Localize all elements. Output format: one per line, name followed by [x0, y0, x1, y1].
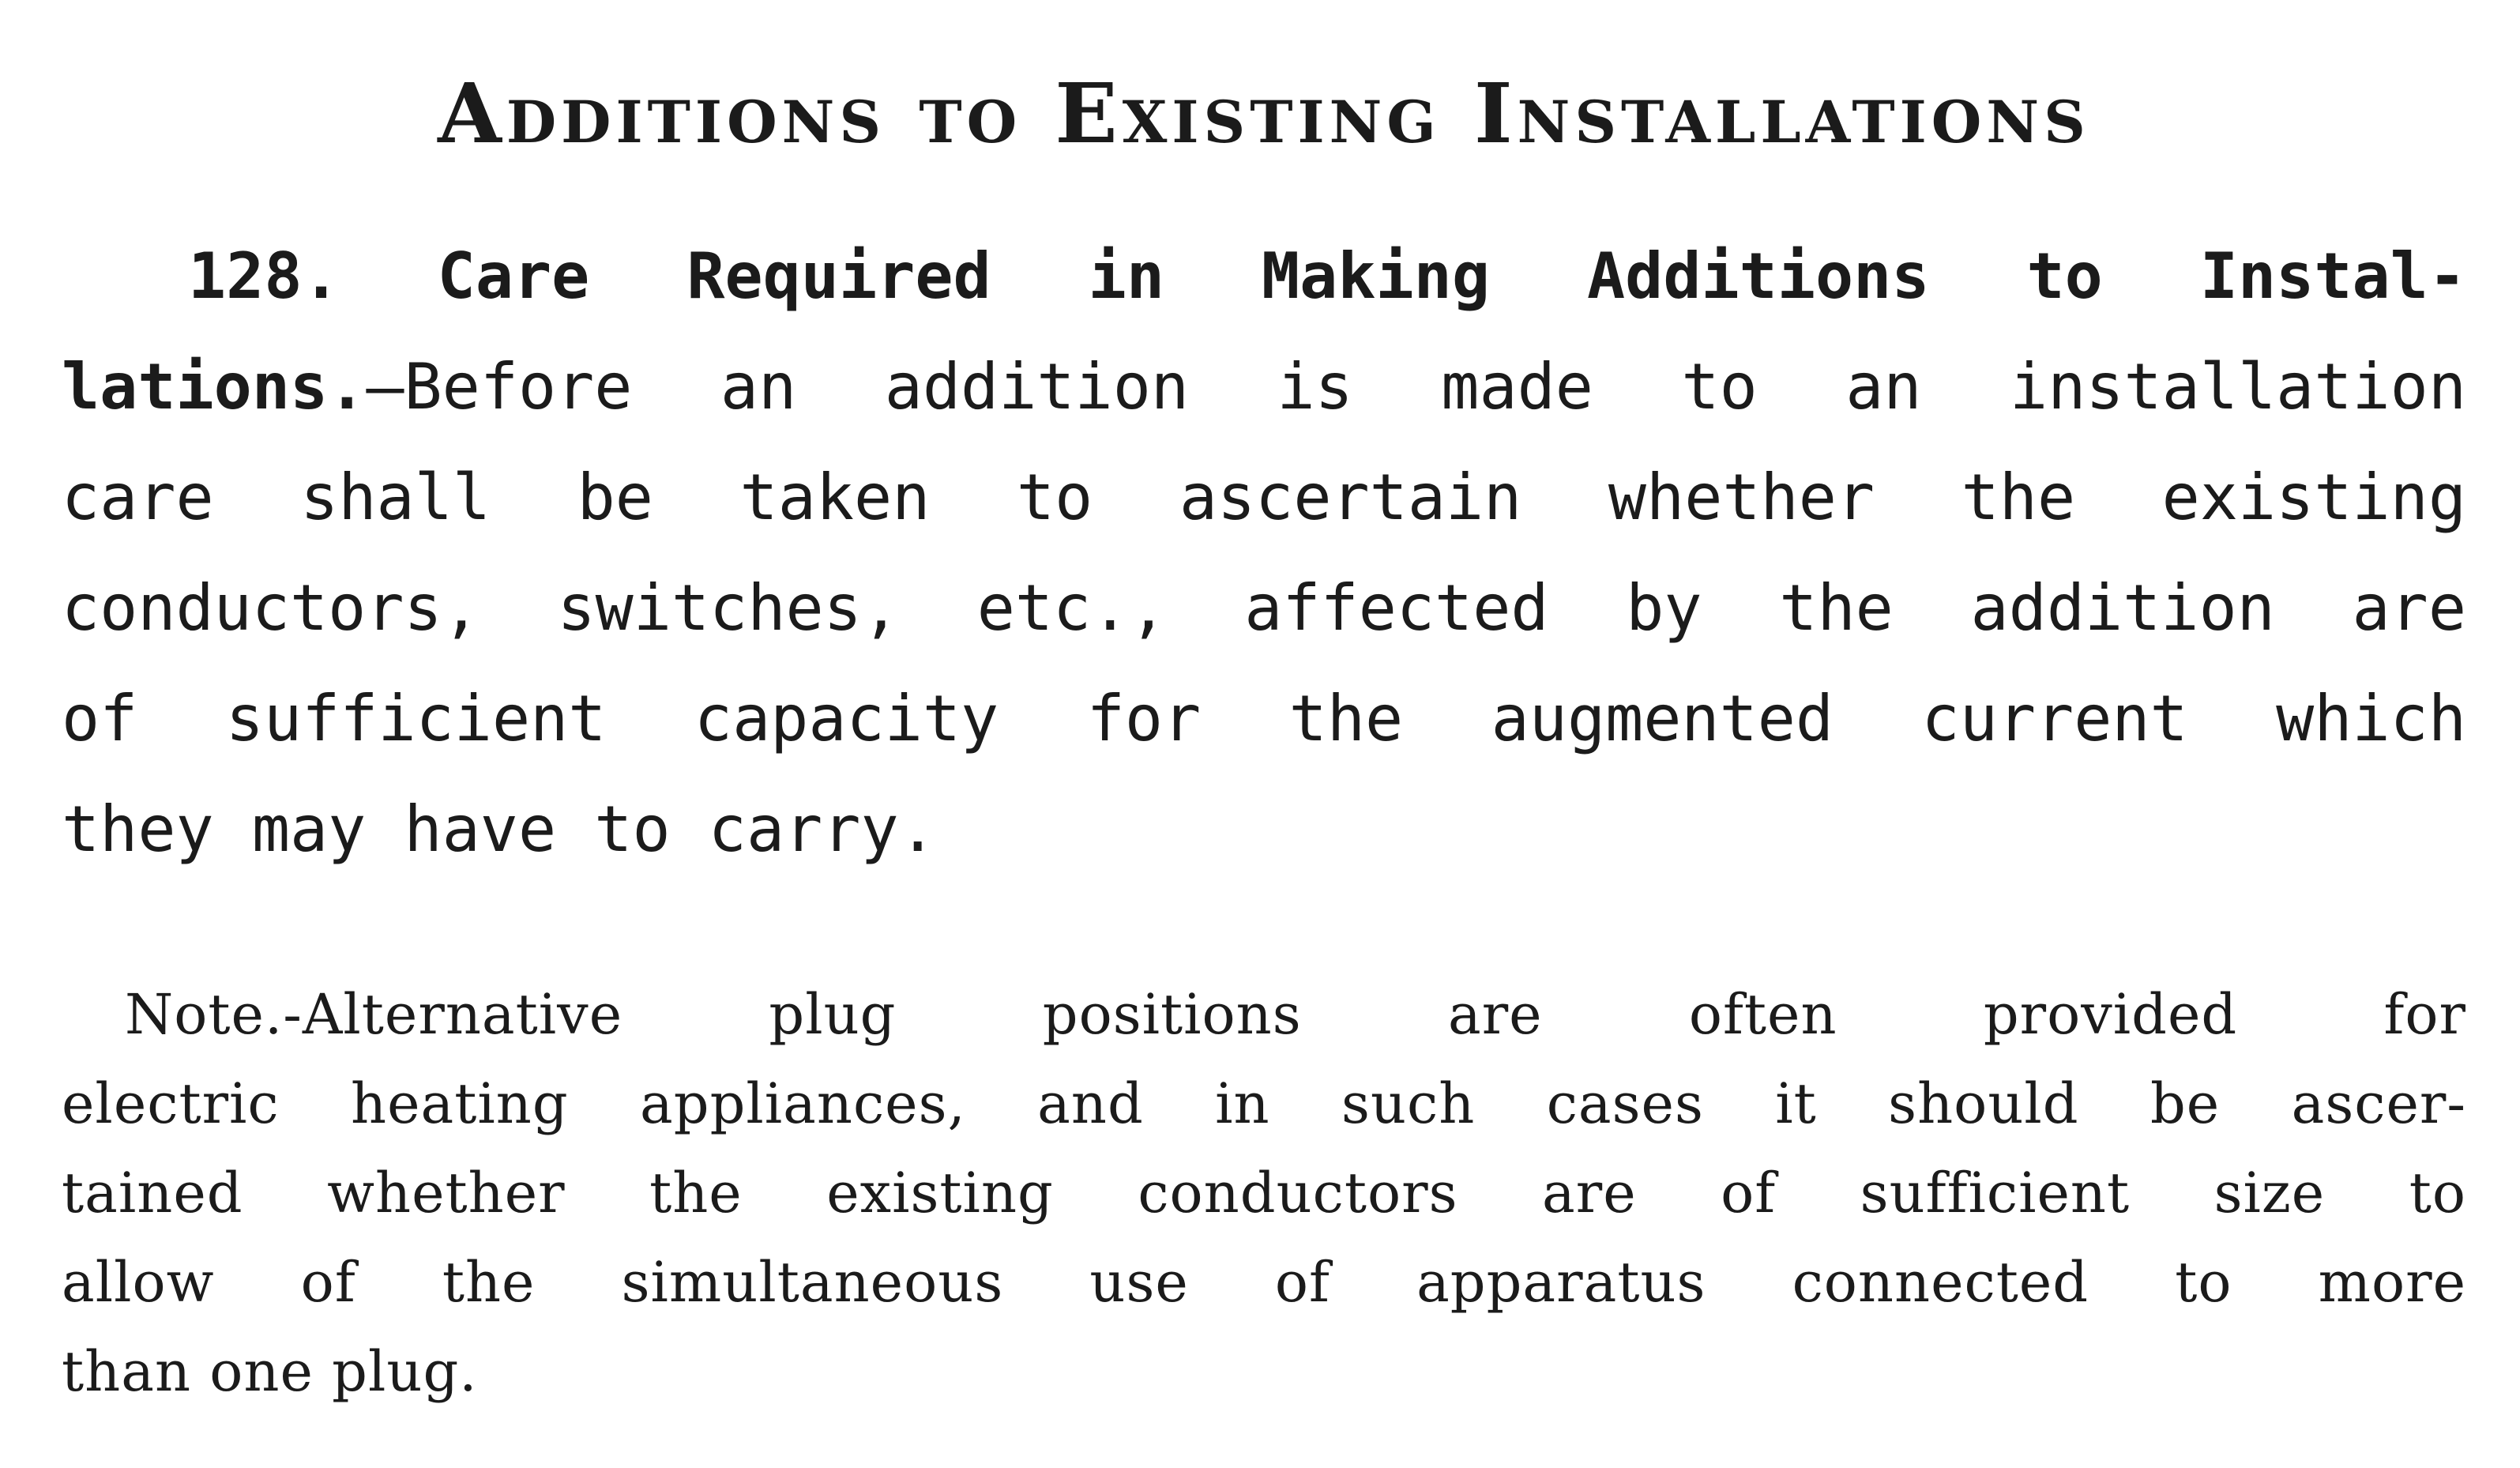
rule-body-line-2: care shall be taken to ascertain whether the existing	[62, 461, 2466, 534]
section-heading: Additions to Existing Installations	[438, 65, 2090, 162]
note-line-5: than one plug.	[62, 1339, 478, 1404]
document-page	[62, 0, 2466, 1468]
note-line-3: tained whether the existing conductors are of sufficient size to	[62, 1161, 2466, 1225]
rule-dash: —	[366, 350, 404, 423]
rule-title-part-2: lations.	[62, 350, 367, 423]
note-text-1: Alternative plug positions are often provided for	[302, 982, 2466, 1047]
rule-line-1	[62, 221, 2466, 332]
rule-line-2	[62, 332, 2466, 442]
rule-body-line-3: conductors, switches, etc., affected by the addition are	[62, 571, 2466, 645]
note-paragraph	[62, 970, 2466, 1417]
note-line-2: electric heating appliances, and in such cases it should be ascer-	[62, 1071, 2466, 1136]
rule-128-paragraph	[62, 221, 2466, 885]
rule-body-line-4: of sufficient capacity for the augmented current which	[62, 682, 2466, 755]
rule-body-line-1: Before an addition is made to an installation	[404, 350, 2466, 423]
note-line-1	[62, 970, 2466, 1060]
rule-body-line-5: they may have to carry.	[62, 792, 937, 866]
note-line-4: allow of the simultaneous use of apparatus connected to more	[62, 1250, 2466, 1315]
rule-title-part-1: Care Required in Making Additions to Instal-	[437, 239, 2466, 313]
note-label: Note.-	[125, 982, 303, 1047]
rule-number: 128.	[188, 239, 340, 313]
